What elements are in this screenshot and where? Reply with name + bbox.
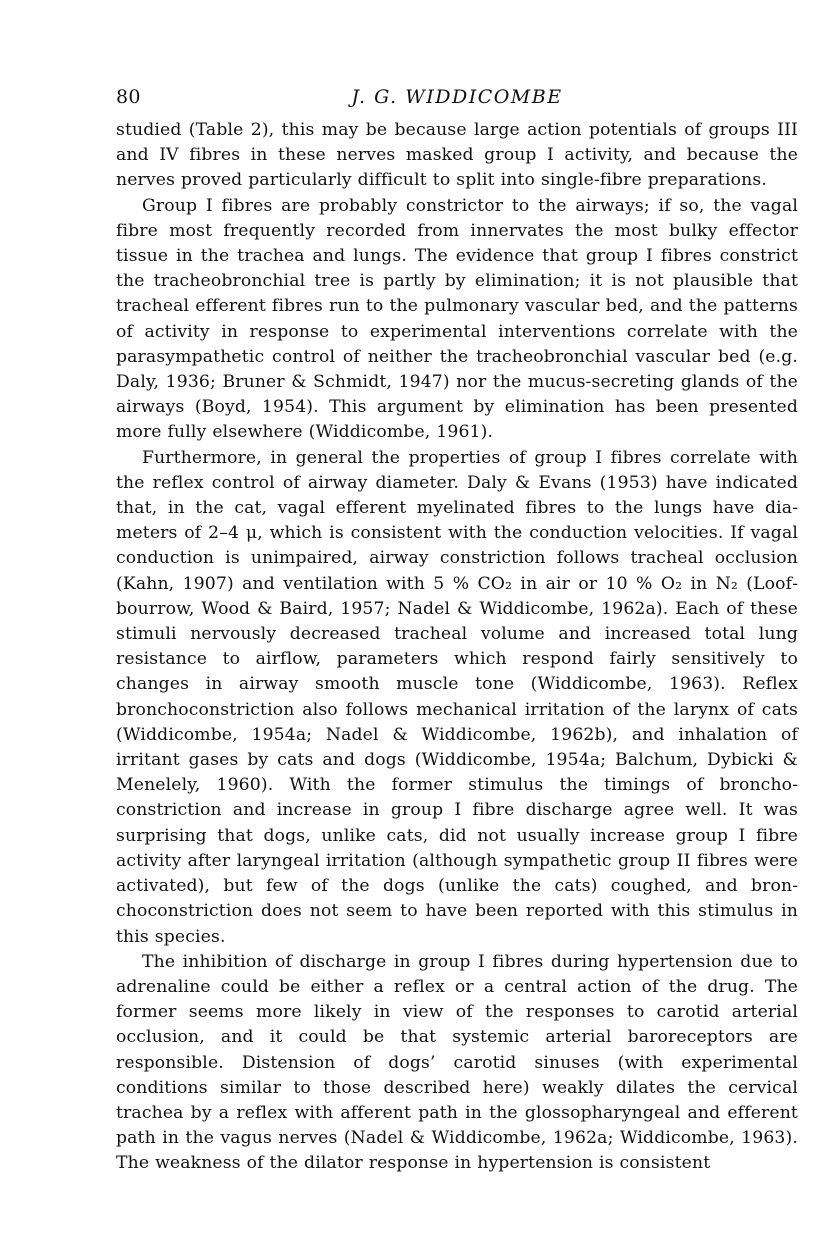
journal-page <box>116 86 798 1177</box>
running-head-author: J. G. WIDDICOMBE <box>351 86 563 108</box>
running-head <box>116 86 798 114</box>
paragraph-inhibition-hypertension: The inhibition of discharge in group I fibres during hypertension due to adrenaline could be either a reflex or a central action of the drug. The former seems more likely in view of the responses to carotid arterial occlusion, and it could be that systemic arterial baroreceptors are responsible. Distension of dogs’ carotid sinuses (with experimental conditions similar to those described here) weakly dilates the cervical trachea by a reflex with afferent path in the glossopharyngeal and efferent path in the vagus nerves (Nadel & Widdicombe, 1962a; Widdicombe, 1963). The weakness of the dilator response in hypertension is consistent <box>116 951 798 1174</box>
paragraph-reflex-control: Furthermore, in general the properties of group I fibres correlate with the reflex control of airway diameter. Daly & Evans (1953) have indicated that, in the cat, vagal efferent myelinated fibres to the lungs have diameters of 2–4 μ, which is consistent with the conduction velocities. If vagal conduction is unimpaired, airway constriction follows tracheal occlusion (Kahn, 1907) and ventilation with 5 % CO₂ in air or 10 % O₂ in N₂ (Loofbourrow, Wood & Baird, 1957; Nadel & Widdicombe, 1962a). Each of these stimuli nervously decreased tracheal volume and increased total lung resistance to airflow, parameters which respond fairly sensitively to changes in airway smooth muscle tone (Widdicombe, 1963). Reflex bronchoconstriction also follows mechanical irritation of the larynx of cats (Widdicombe, 1954a; Nadel & Widdicombe, 1962b), and inhalation of irritant gases by cats and dogs (Widdicombe, 1954a; Balchum, Dybicki & Menelely, 1960). With the former stimulus the timings of bronchoconstriction and increase in group I fibre discharge agree well. It was surprising that dogs, unlike cats, did not usually increase group I fibre activity after laryngeal irritation (although sympathetic group II fibres were activated), but few of the dogs (unlike the cats) coughed, and bronchoconstriction does not seem to have been reported with this stimulus in this species. <box>116 447 798 947</box>
page-number: 80 <box>116 86 141 108</box>
body-text <box>116 118 798 1177</box>
paragraph-continuation: studied (Table 2), this may be because large action potentials of groups III and IV fibres in these nerves masked group I activity, and because the nerves proved particularly difficult to split into single-fibre preparations. <box>116 120 798 191</box>
paragraph-group-i-constrictor: Group I fibres are probably constrictor to the airways; if so, the vagal fibre most frequently recorded from innervates the most bulky effector tissue in the trachea and lungs. The evidence that group I fibres constrict the tracheobronchial tree is partly by elimination; it is not plausible that tracheal efferent fibres run to the pulmonary vascular bed, and the patterns of activity in response to experimental interventions correlate with the parasympathetic control of neither the tracheobronchial vascular bed (e.g. Daly, 1936; Bruner & Schmidt, 1947) nor the mucus-secreting glands of the airways (Boyd, 1954). This argument by elimination has been presented more fully elsewhere (Widdicombe, 1961). <box>116 195 798 443</box>
